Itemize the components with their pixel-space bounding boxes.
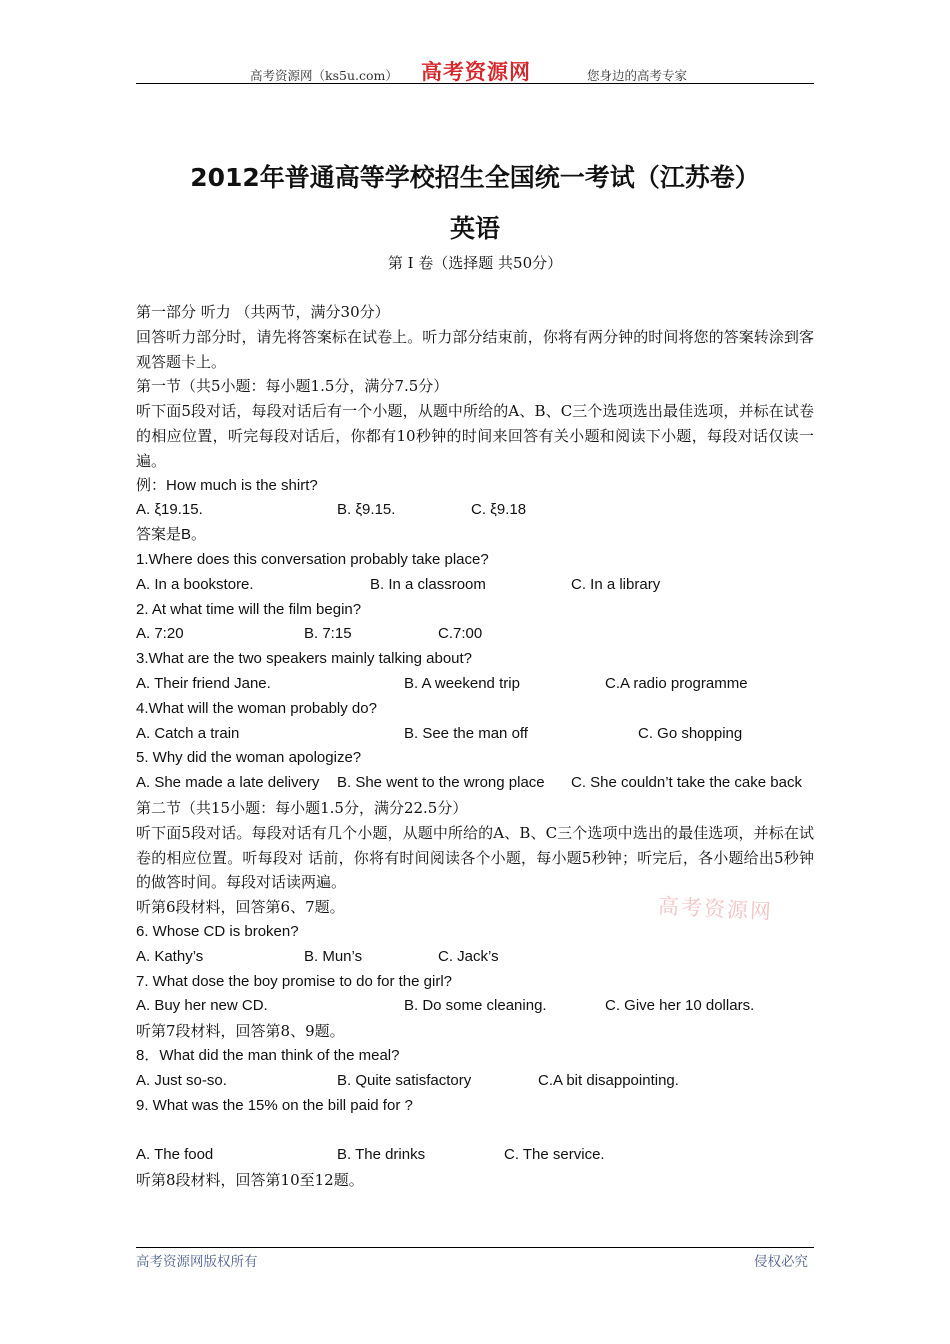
question-6: 6. Whose CD is broken?: [136, 922, 299, 940]
option-a: A. Their friend Jane.: [136, 674, 271, 692]
option-b: B. See the man off: [404, 724, 528, 742]
header-slogan: 您身边的高考专家: [587, 68, 688, 83]
option-c: C. The service.: [504, 1146, 605, 1164]
question-8: 8．What did the man think of the meal?: [136, 1046, 400, 1064]
question-5: 5. Why did the woman apologize?: [136, 749, 362, 767]
question-1-options: [136, 573, 814, 598]
watermark-logo: 高考资源网: [657, 894, 774, 924]
option-c: C. In a library: [571, 575, 661, 593]
question-4-options: [136, 722, 814, 747]
section1-heading: 第一节（共5小题：每小题1.5分，满分7.5分）: [136, 377, 449, 396]
subject-title: 英语: [449, 214, 500, 243]
option-a: A. Kathy’s: [136, 947, 204, 965]
question-7-options: [136, 994, 814, 1019]
option-c: C. ξ9.18: [471, 501, 527, 519]
question-5-options: [136, 771, 814, 796]
option-c: C. She couldn’t take the cake back: [571, 774, 802, 792]
material-8-heading: 听第8段材料，回答第10至12题。: [136, 1170, 364, 1189]
exam-body: [136, 300, 814, 1193]
material-7-heading: 听第7段材料，回答第8、9题。: [136, 1022, 345, 1041]
option-a: A. Just so-so.: [136, 1071, 227, 1089]
question-3-options: [136, 672, 814, 697]
question-6-options: [136, 945, 814, 970]
example-question: 例：How much is the shirt?: [136, 476, 318, 494]
question-1: 1.Where does this conversation probably take place?: [136, 550, 489, 568]
option-a: A. The food: [136, 1146, 214, 1164]
question-9-options: [136, 1143, 814, 1168]
option-a: A. Buy her new CD.: [136, 997, 268, 1015]
option-b: B. Quite satisfactory: [337, 1071, 472, 1089]
option-b: B. She went to the wrong place: [337, 774, 545, 792]
header-site-name: 高考资源网（ks5u.com）: [250, 68, 398, 83]
question-7: 7. What dose the boy promise to do for the girl?: [136, 972, 453, 990]
option-a: A. In a bookstore.: [136, 575, 254, 593]
footer-copyright: 高考资源网版权所有: [136, 1254, 258, 1270]
option-b: B. A weekend trip: [404, 674, 520, 692]
volume-title: 第 I 卷（选择题 共50分）: [387, 254, 563, 272]
footer-notice: 侵权必究: [754, 1254, 808, 1270]
option-c: C.A bit disappointing.: [538, 1071, 679, 1089]
option-b: B. In a classroom: [370, 575, 486, 593]
footer-rule: [136, 1247, 814, 1248]
option-b: B. 7:15: [304, 625, 352, 643]
option-b: B. The drinks: [337, 1146, 426, 1164]
part1-heading: 第一部分 听力 （共两节，满分30分）: [136, 303, 390, 321]
page-header: [136, 60, 814, 84]
section2-heading: 第二节（共15小题：每小题1.5分，满分22.5分）: [136, 798, 468, 817]
part1-instructions: 回答听力部分时，请先将答案标在试卷上。听力部分结束前，你将有两分钟的时间将您的答案转涂到客观答题卡上。: [136, 327, 814, 371]
example-answer: 答案是B。: [136, 526, 207, 544]
option-a: A. She made a late delivery: [136, 774, 320, 792]
section2-instructions: 听下面5段对话。每段对话有几个小题，从题中所给的A、B、C三个选项中选出的最佳选项，并标在试卷的相应位置。听每段对 话前，你将有时间阅读各个小题，每小题5秒钟；听完后，各小题给出5秒钟的做答时间。每段对话读两遍。: [136, 823, 814, 892]
option-c: C. Go shopping: [638, 724, 743, 742]
option-c: C.A radio programme: [605, 674, 748, 692]
question-8-options: [136, 1069, 814, 1094]
question-4: 4.What will the woman probably do?: [136, 699, 377, 717]
option-c: C.7:00: [438, 625, 483, 643]
question-2: 2. At what time will the film begin?: [136, 600, 362, 618]
exam-title: 2012年普通高等学校招生全国统一考试（江苏卷）: [190, 163, 760, 192]
section1-instructions: 听下面5段对话，每段对话后有一个小题，从题中所给的A、B、C三个选项选出最佳选项，并标在试卷的相应位置，听完每段对话后，你都有10秒钟的时间来回答有关小题和阅读下小题，每段对话仅读一遍。: [136, 402, 814, 470]
option-b: B. ξ9.15.: [337, 501, 396, 519]
option-a: A. 7:20: [136, 625, 184, 643]
example-options: [136, 498, 814, 523]
option-b: B. Do some cleaning.: [404, 997, 547, 1015]
option-b: B. Mun’s: [304, 947, 363, 965]
option-c: C. Jack’s: [438, 947, 499, 965]
material-6-heading: 听第6段材料，回答第6、7题。: [136, 898, 345, 917]
question-9: 9. What was the 15% on the bill paid for ?: [136, 1096, 413, 1114]
question-2-options: [136, 622, 814, 647]
header-rule: [136, 83, 814, 84]
question-3: 3.What are the two speakers mainly talking about?: [136, 650, 473, 668]
option-c: C. Give her 10 dollars.: [605, 997, 755, 1015]
option-a: A. Catch a train: [136, 724, 240, 742]
option-a: A. ξ19.15.: [136, 501, 203, 519]
header-logo: 高考资源网: [421, 59, 531, 84]
